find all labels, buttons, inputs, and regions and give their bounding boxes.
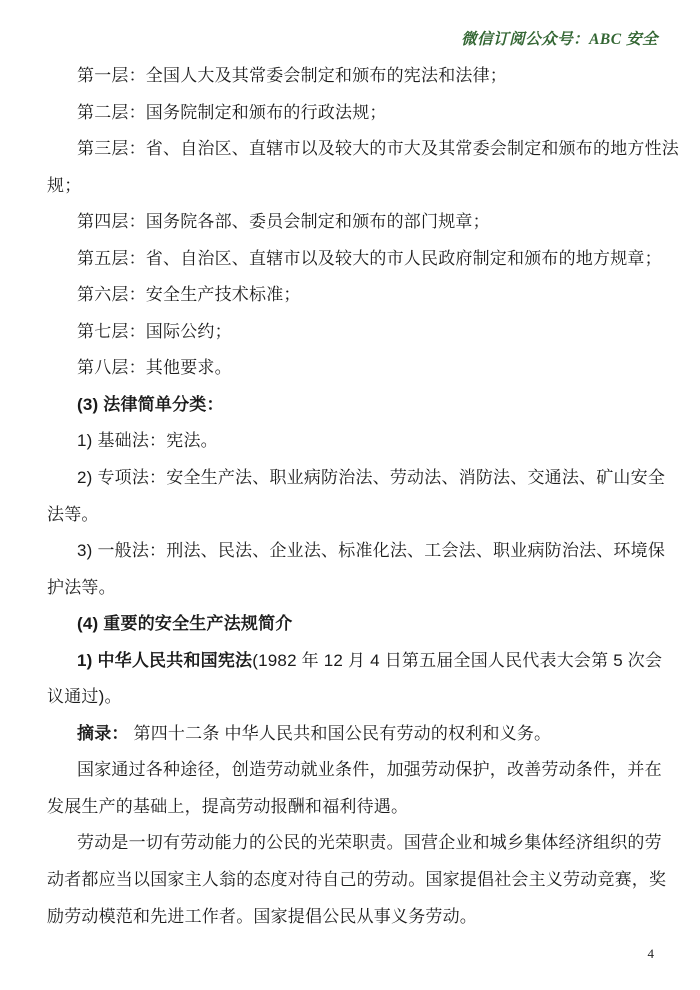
text-run: 第七层：国际公约；: [77, 321, 232, 341]
header-watermark-text: 微信订阅公众号：ABC 安全: [461, 31, 658, 48]
text-run: 第二层：国务院制定和颁布的行政法规；: [77, 102, 387, 122]
document-body: [47, 58, 679, 935]
bold-text-run: (4) 重要的安全生产法规简介: [77, 614, 293, 634]
text-line: [47, 606, 653, 643]
text-line: [47, 350, 653, 387]
text-line: [47, 95, 653, 132]
bold-text-run: (3) 法律简单分类：: [77, 394, 224, 414]
text-run: 劳动是一切有劳动能力的公民的光荣职责。国营企业和城乡集体经济组织的劳: [77, 833, 662, 853]
text-line: [47, 570, 653, 607]
text-run: 第四层：国务院各部、委员会制定和颁布的部门规章；: [77, 212, 490, 232]
text-run: 励劳动模范和先进工作者。国家提倡公民从事义务劳动。: [47, 906, 477, 926]
text-run: 国家通过各种途径，创造劳动就业条件，加强劳动保护，改善劳动条件，并在: [77, 760, 662, 780]
text-line: [47, 131, 679, 168]
text-line: [47, 679, 653, 716]
text-line: [47, 204, 653, 241]
text-run: 1) 基础法：宪法。: [77, 431, 218, 451]
text-line: [47, 752, 662, 789]
text-line: [47, 314, 653, 351]
text-run: 第一层：全国人大及其常委会制定和颁布的宪法和法律；: [77, 66, 507, 85]
text-line: [47, 168, 653, 205]
text-line: [47, 423, 653, 460]
text-run: 第八层：其他要求。: [77, 358, 232, 378]
text-line: [47, 241, 662, 278]
text-run: 议通过)。: [47, 687, 122, 707]
text-line: [47, 533, 666, 570]
text-line: [47, 643, 663, 680]
text-line: [47, 387, 653, 424]
text-line: [47, 497, 653, 534]
text-line: [47, 58, 653, 95]
bold-text-run: 1) 中华人民共和国宪法: [77, 650, 253, 670]
text-line: [47, 460, 666, 497]
text-run: 法等。: [47, 504, 99, 524]
text-line: [47, 277, 653, 314]
text-run: 第六层：安全生产技术标准；: [77, 285, 301, 305]
bold-text-run: 摘录：: [77, 723, 129, 743]
text-run: 第四十二条 中华人民共和国公民有劳动的权利和义务。: [128, 723, 552, 743]
text-run: 3) 一般法：刑法、民法、企业法、标准化法、工会法、职业病防治法、环境保: [77, 541, 666, 561]
page-number: 4: [647, 946, 654, 961]
text-run: 动者都应当以国家主人翁的态度对待自己的劳动。国家提倡社会主义劳动竞赛，奖: [47, 870, 667, 890]
text-run: (1982 年 12 月 4 日第五届全国人民代表大会第 5 次会: [252, 650, 663, 670]
text-run: 护法等。: [47, 577, 116, 597]
text-run: 2) 专项法：安全生产法、职业病防治法、劳动法、消防法、交通法、矿山安全: [77, 468, 666, 488]
text-line: [47, 899, 653, 936]
text-line: [47, 862, 667, 899]
text-run: 发展生产的基础上，提高劳动报酬和福利待遇。: [47, 796, 409, 816]
text-line: [47, 716, 653, 753]
text-run: 第三层：省、自治区、直辖市以及较大的市大及其常委会制定和颁布的地方性法: [77, 139, 679, 159]
text-line: [47, 825, 662, 862]
text-line: [47, 789, 653, 826]
text-run: 第五层：省、自治区、直辖市以及较大的市人民政府制定和颁布的地方规章；: [77, 248, 662, 268]
text-run: 规；: [47, 175, 82, 195]
